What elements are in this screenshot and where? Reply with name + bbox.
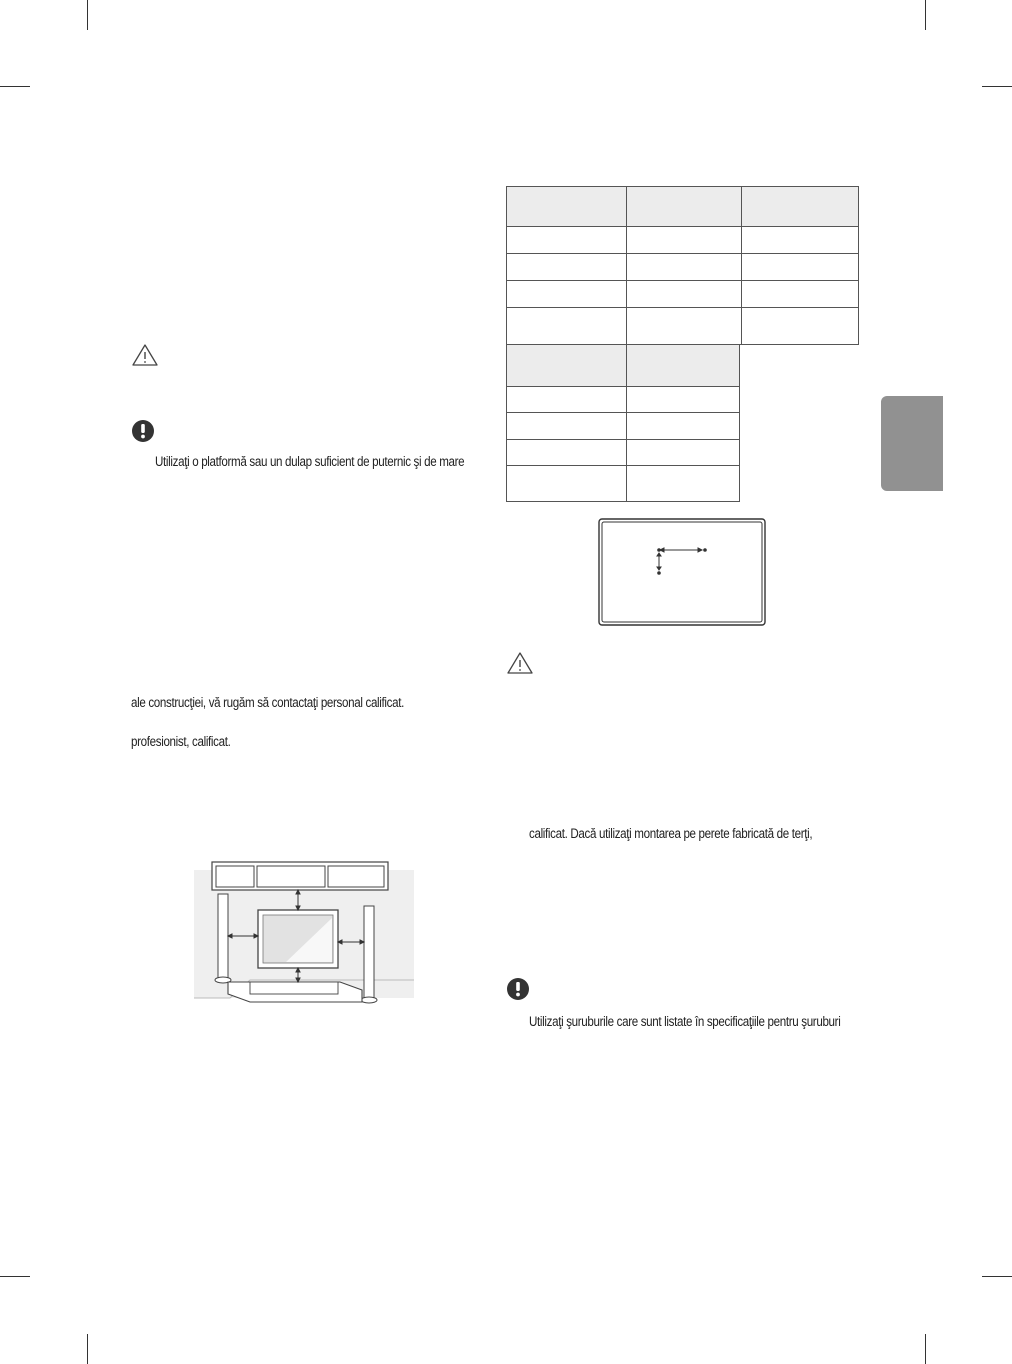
table-cell	[627, 440, 740, 466]
table-cell	[627, 254, 742, 281]
crop-mark	[925, 0, 926, 30]
table-header-cell	[507, 187, 627, 227]
crop-mark	[925, 1334, 926, 1364]
table-header-cell	[627, 345, 740, 387]
table-cell	[627, 413, 740, 440]
table-cell	[627, 308, 742, 345]
crop-mark	[0, 1276, 30, 1277]
professional-text: profesionist, calificat.	[131, 734, 231, 749]
table-cell	[627, 281, 742, 308]
crop-mark	[982, 1276, 1012, 1277]
table-cell	[507, 387, 627, 413]
table-cell	[507, 413, 627, 440]
crop-mark	[87, 0, 88, 30]
table-cell	[507, 254, 627, 281]
table-cell	[507, 227, 627, 254]
table-cell	[627, 387, 740, 413]
spec-table	[506, 186, 859, 345]
table-cell	[507, 440, 627, 466]
table-cell	[627, 466, 740, 502]
table-cell	[742, 254, 859, 281]
table-header-cell	[507, 345, 627, 387]
table-cell	[627, 227, 742, 254]
crop-mark	[0, 86, 30, 87]
table-cell	[742, 308, 859, 345]
spec-table-secondary	[506, 344, 740, 502]
language-side-tab	[881, 396, 943, 491]
table-header-cell	[742, 187, 859, 227]
vesa-dimension-diagram	[598, 518, 766, 626]
tv-ventilation-illustration	[190, 856, 416, 1014]
note-exclamation-icon	[131, 419, 155, 443]
note-exclamation-icon	[506, 977, 530, 1001]
caution-triangle-icon	[506, 651, 534, 675]
construction-text: ale construcţiei, vă rugăm să contactaţi personal calificat.	[131, 695, 404, 710]
crop-mark	[87, 1334, 88, 1364]
table-cell	[507, 281, 627, 308]
caution-wall-mount-text: calificat. Dacă utilizaţi montarea pe perete fabricată de terţi,	[529, 826, 813, 841]
table-cell	[507, 466, 627, 502]
crop-mark	[982, 86, 1012, 87]
table-header-cell	[627, 187, 742, 227]
note-stand-text: Utilizaţi o platformă sau un dulap suficient de puternic şi de mare	[155, 454, 465, 469]
note-screws-text: Utilizaţi şuruburile care sunt listate în specificaţiile pentru şuruburi	[529, 1014, 841, 1029]
table-cell	[742, 281, 859, 308]
caution-triangle-icon	[131, 343, 159, 367]
table-cell	[507, 308, 627, 345]
table-cell	[742, 227, 859, 254]
